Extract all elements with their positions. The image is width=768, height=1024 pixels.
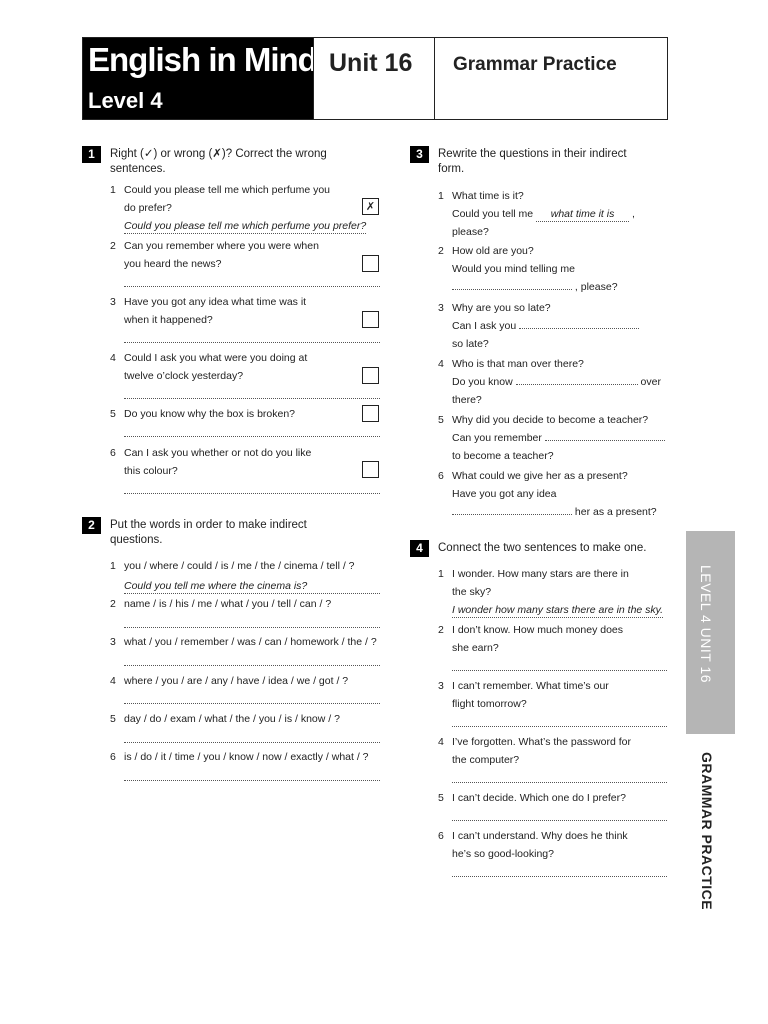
answer-line[interactable]: [124, 286, 380, 287]
answer-line[interactable]: [452, 876, 667, 877]
item-number: 2: [110, 240, 116, 252]
item-text: you / where / could / is / me / the / cinema / tell / ?: [124, 560, 355, 572]
item-text: the sky?: [452, 586, 492, 598]
item-number: 6: [110, 447, 116, 459]
item-number: 1: [110, 560, 116, 572]
item-text: Could you please tell me which perfume you: [124, 184, 331, 196]
exercise-number: 2: [82, 517, 101, 534]
item-text: Why did you decide to become a teacher?: [452, 414, 649, 426]
exercise-instruction: [438, 541, 646, 556]
answer-line[interactable]: what time it is: [536, 207, 629, 222]
item-number: 3: [438, 302, 444, 314]
item-prompt: Have you got any idea: [452, 488, 557, 500]
item-text: Can you remember where you were when: [124, 240, 319, 252]
answer-line[interactable]: Could you tell me where the cinema is?: [124, 579, 380, 594]
item-number: 6: [438, 830, 444, 842]
item-number: 5: [110, 408, 116, 420]
answer-line[interactable]: [516, 374, 638, 385]
item-text: the computer?: [452, 754, 520, 766]
answer-checkbox[interactable]: [362, 255, 379, 272]
item-number: 3: [110, 296, 116, 308]
item-text: Have you got any idea what time was it: [124, 296, 307, 308]
exercise-instruction: [110, 147, 327, 177]
answer-line[interactable]: [124, 342, 380, 343]
item-number: 1: [438, 190, 444, 202]
item-text: to become a teacher?: [452, 450, 554, 462]
item-text: ,: [631, 208, 635, 220]
answer-line[interactable]: Could you please tell me which perfume you prefer?: [124, 220, 367, 232]
item-text: is / do / it / time / you / know / now / exactly / what / ?: [124, 751, 369, 763]
answer-line[interactable]: [519, 318, 639, 329]
item-number: 6: [438, 470, 444, 482]
item-text: day / do / exam / what / the / you / is / know / ?: [124, 713, 340, 725]
instruction-line: questions.: [110, 534, 163, 546]
answer-checkbox[interactable]: [362, 311, 379, 328]
item-text: please?: [452, 226, 489, 238]
item-text: do prefer?: [124, 202, 172, 214]
instruction-line: Connect the two sentences to make one.: [438, 542, 647, 554]
answer-line[interactable]: [124, 665, 380, 666]
exercise-instruction: [438, 147, 627, 177]
brand-level: Level 4: [88, 88, 163, 113]
item-text: I wonder. How many stars are there in: [452, 568, 629, 580]
item-text: [452, 205, 635, 223]
item-text: Why are you so late?: [452, 302, 551, 314]
item-text: what / you / remember / was / can / homework / the / ?: [124, 636, 377, 648]
item-text: [452, 503, 657, 521]
item-text: I’ve forgotten. What’s the password for: [452, 736, 631, 748]
item-number: 4: [110, 352, 116, 364]
side-tab-label: LEVEL 4 UNIT 16: [698, 565, 714, 684]
exercise-number: 1: [82, 146, 101, 163]
item-text: I can’t understand. Why does he think: [452, 830, 628, 842]
answer-line[interactable]: [124, 436, 380, 437]
item-number: 2: [438, 245, 444, 257]
item-text: when it happened?: [124, 314, 213, 326]
item-text: What could we give her as a present?: [452, 470, 628, 482]
exercise-number: 3: [410, 146, 429, 163]
answer-line[interactable]: [452, 670, 667, 671]
item-text: Could I ask you what were you doing at: [124, 352, 308, 364]
instruction-line: form.: [438, 163, 465, 175]
item-text: her as a present?: [574, 506, 657, 518]
answer-line[interactable]: [124, 493, 380, 494]
item-text: over: [640, 376, 661, 388]
side-tab: [686, 531, 735, 734]
item-text: twelve o’clock yesterday?: [124, 370, 244, 382]
item-number: 5: [438, 792, 444, 804]
item-number: 4: [438, 358, 444, 370]
page-header: [82, 37, 668, 120]
item-text: there?: [452, 394, 482, 406]
answer-line[interactable]: [452, 504, 572, 515]
item-number: 1: [438, 568, 444, 580]
item-prompt: Do you know: [452, 376, 513, 388]
brand-title: English in Mind: [88, 41, 317, 78]
item-text: [452, 278, 618, 296]
item-text: so late?: [452, 338, 489, 350]
item-number: 5: [438, 414, 444, 426]
vertical-title: GRAMMAR PRACTICE: [699, 752, 715, 911]
answer-line[interactable]: [124, 780, 380, 781]
item-prompt: Could you tell me: [452, 208, 534, 220]
page-title: Grammar Practice: [453, 54, 617, 75]
answer-checkbox[interactable]: ✗: [362, 198, 379, 215]
answer-line[interactable]: [452, 820, 667, 821]
item-number: 2: [438, 624, 444, 636]
answer-line[interactable]: [124, 742, 380, 743]
answer-line[interactable]: [124, 703, 380, 704]
answer-checkbox[interactable]: [362, 461, 379, 478]
item-text: How old are you?: [452, 245, 534, 257]
instruction-line: Right (✓) or wrong (✗)? Correct the wrong: [110, 148, 327, 160]
answer-checkbox[interactable]: [362, 405, 379, 422]
instruction-line: Put the words in order to make indirect: [110, 519, 307, 531]
item-number: 2: [110, 598, 116, 610]
item-text: I don’t know. How much money does: [452, 624, 624, 636]
unit-cell: [313, 38, 435, 119]
item-text: Do you know why the box is broken?: [124, 408, 296, 420]
item-text: , please?: [574, 281, 618, 293]
item-text: I can’t decide. Which one do I prefer?: [452, 792, 626, 804]
exercise-3: [410, 146, 680, 526]
item-text: this colour?: [124, 465, 178, 477]
item-number: 1: [110, 184, 116, 196]
exercise-number: 4: [410, 540, 429, 557]
item-text: name / is / his / me / what / you / tell / can / ?: [124, 598, 332, 610]
instruction-line: Rewrite the questions in their indirect: [438, 148, 627, 160]
unit-label: Unit 16: [329, 49, 413, 77]
item-text: Can I ask you whether or not do you like: [124, 447, 312, 459]
answer-line[interactable]: [545, 430, 665, 441]
item-text: you heard the news?: [124, 258, 222, 270]
answer-line[interactable]: [124, 627, 380, 628]
item-prompt: Would you mind telling me: [452, 263, 575, 275]
item-text: [452, 317, 639, 335]
answer-line[interactable]: [452, 279, 572, 290]
answer-line[interactable]: [452, 726, 667, 727]
item-text: he’s so good-looking?: [452, 848, 554, 860]
item-text: [452, 373, 661, 391]
item-number: 4: [438, 736, 444, 748]
item-text: where / you / are / any / have / idea / we / got / ?: [124, 675, 349, 687]
item-text: she earn?: [452, 642, 499, 654]
item-text: I can’t remember. What time’s our: [452, 680, 609, 692]
item-text: What time is it?: [452, 190, 524, 202]
item-number: 4: [110, 675, 116, 687]
exercise-instruction: [110, 518, 307, 548]
item-number: 3: [438, 680, 444, 692]
brand-block: [83, 38, 317, 119]
item-text: [452, 429, 665, 447]
item-number: 6: [110, 751, 116, 763]
item-prompt: Can I ask you: [452, 320, 517, 332]
item-text: Who is that man over there?: [452, 358, 584, 370]
answer-line[interactable]: [124, 398, 380, 399]
exercise-4: [410, 540, 680, 885]
item-prompt: Can you remember: [452, 432, 542, 444]
answer-line[interactable]: I wonder how many stars there are in the sky.: [452, 604, 664, 616]
answer-checkbox[interactable]: [362, 367, 379, 384]
exercise-1: [82, 146, 382, 506]
item-number: 3: [110, 636, 116, 648]
instruction-line: sentences.: [110, 163, 166, 175]
answer-line[interactable]: [452, 782, 667, 783]
exercise-2: [82, 517, 382, 787]
item-number: 5: [110, 713, 116, 725]
item-text: flight tomorrow?: [452, 698, 527, 710]
